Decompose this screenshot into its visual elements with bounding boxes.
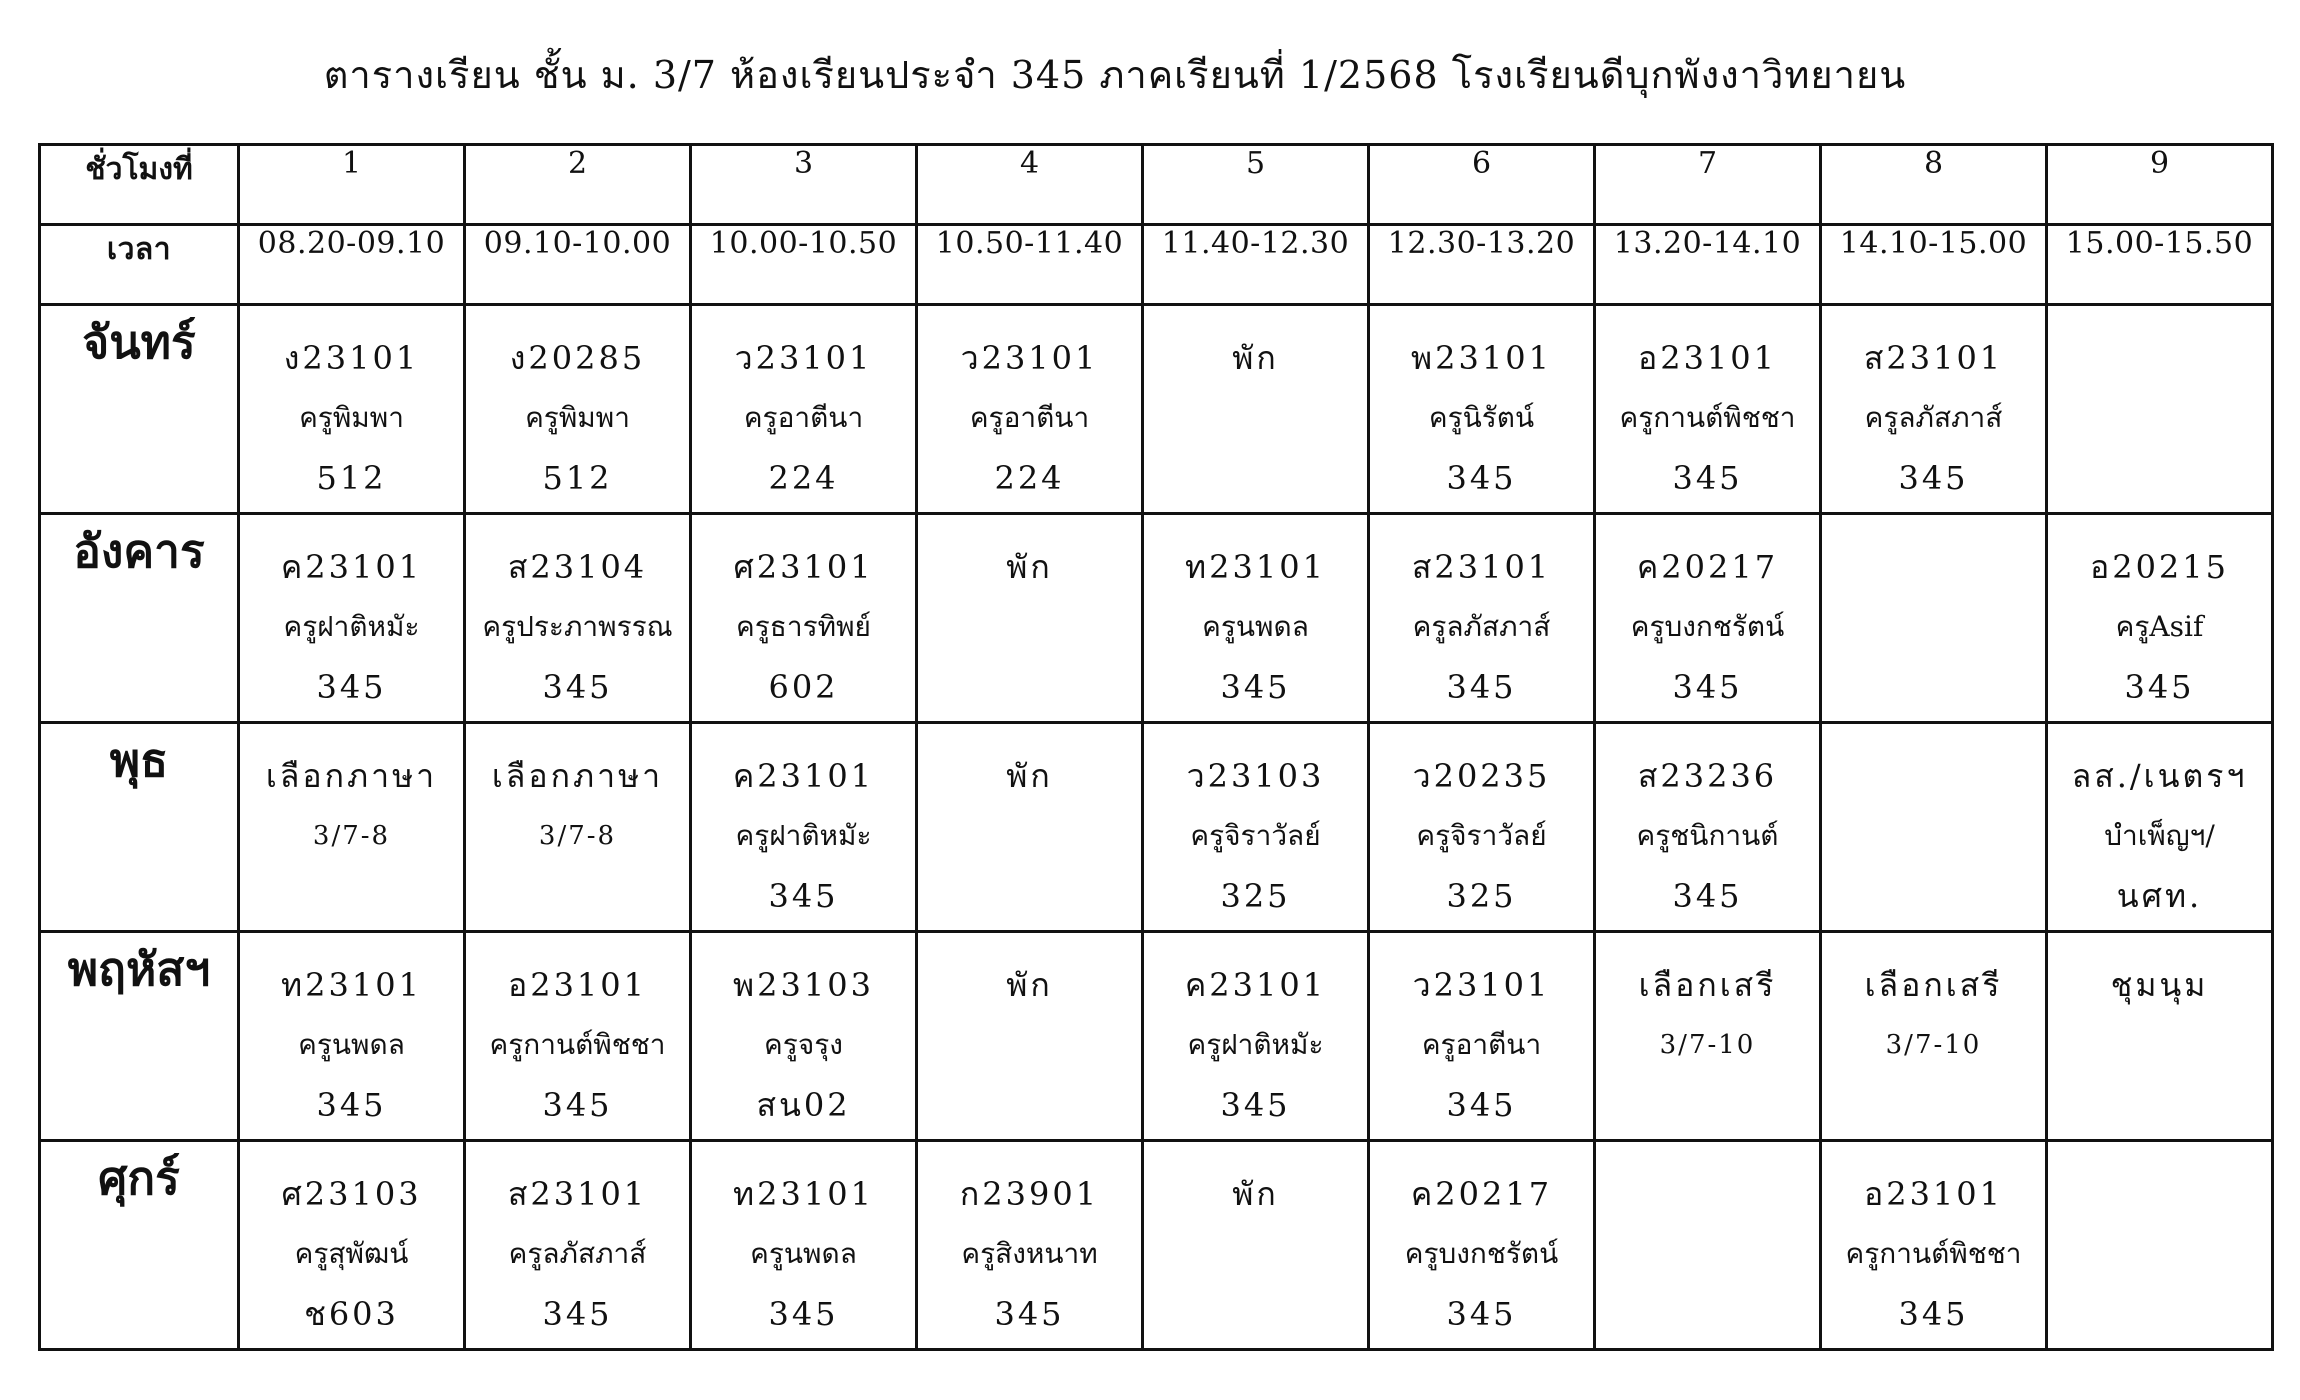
subject-code: ศ23103 [281,1175,422,1213]
room-number: 512 [316,459,387,497]
room-number: 345 [2124,668,2195,706]
class-slot [1822,724,2045,926]
subject-code: พ23103 [733,966,874,1004]
class-cell [1595,514,1821,723]
class-slot [1144,306,1367,508]
class-slot [240,933,463,1135]
class-slot [692,306,915,508]
subject-code: ท23101 [1185,548,1326,586]
class-cell [1821,932,2047,1141]
class-cell [239,514,465,723]
class-slot [1144,1142,1367,1344]
time-range: 13.20-14.10 [1595,225,1821,305]
class-cell [1821,514,2047,723]
subject-code: พัก [1006,757,1053,795]
time-range: 14.10-15.00 [1821,225,2047,305]
class-cell [1821,1141,2047,1350]
room-number: 512 [542,459,613,497]
room-number: 345 [1220,668,1291,706]
class-slot [1822,933,2045,1135]
class-slot [240,724,463,926]
subject-code: เลือกเสรี [1864,966,2003,1004]
subject-code: พ23101 [1411,339,1552,377]
class-cell [917,1141,1143,1350]
subject-code: เลือกภาษา [265,757,438,795]
teacher-name: ครูนพดล [1202,610,1309,643]
class-slot [1822,306,2045,508]
teacher-name: 3/7-10 [1885,1030,1982,1060]
time-range: 10.00-10.50 [691,225,917,305]
time-range: 10.50-11.40 [917,225,1143,305]
class-slot [240,515,463,717]
class-cell [1595,305,1821,514]
period-number: 7 [1595,145,1821,225]
class-slot [2048,515,2271,717]
day-label: พฤหัสฯ [40,932,239,1141]
room-number: 345 [994,1295,1065,1333]
class-cell [691,723,917,932]
class-cell [2047,932,2273,1141]
subject-code: พัก [1232,339,1279,377]
class-slot [692,724,915,926]
teacher-name: ครูลภัสภาส์ [1412,610,1551,643]
day-row [40,305,2273,514]
class-cell [691,305,917,514]
room-number: 345 [542,1086,613,1124]
room-number: 325 [1220,877,1291,915]
teacher-name: ครูบงกชรัตน์ [1404,1237,1559,1270]
subject-code: ชุมนุม [2110,966,2209,1004]
class-slot [918,1142,1141,1344]
class-slot [918,515,1141,717]
timetable [38,143,2274,1351]
class-slot [1596,933,1819,1135]
subject-code: ส23101 [1863,339,2004,377]
class-cell [1369,514,1595,723]
period-number: 4 [917,145,1143,225]
class-cell [917,932,1143,1141]
room-number: 224 [994,459,1065,497]
class-cell [1595,932,1821,1141]
class-slot [240,1142,463,1344]
room-number: 345 [1446,1295,1517,1333]
day-label: จันทร์ [40,305,239,514]
class-cell [465,305,691,514]
class-slot [2048,306,2271,508]
teacher-name: ครูนพดล [750,1237,857,1270]
teacher-name: ครูอาตีนา [743,401,864,434]
room-number: ช603 [304,1295,399,1333]
subject-code: ว20235 [1412,757,1551,795]
subject-code: พัก [1232,1175,1279,1213]
period-number: 9 [2047,145,2273,225]
class-slot [2048,724,2271,926]
subject-code: พัก [1006,966,1053,1004]
subject-code: ง20285 [509,339,646,377]
class-cell [2047,305,2273,514]
class-cell [465,723,691,932]
class-slot [466,724,689,926]
class-cell [1369,932,1595,1141]
room-number: 345 [1446,459,1517,497]
class-cell [1143,305,1369,514]
teacher-name: ครูฝาติหมัะ [283,610,420,643]
subject-code: ว23101 [1412,966,1551,1004]
day-row [40,1141,2273,1350]
teacher-name: 3/7-8 [312,821,391,851]
class-slot [466,933,689,1135]
period-number: 5 [1143,145,1369,225]
class-slot [466,306,689,508]
class-cell [1369,723,1595,932]
class-slot [692,1142,915,1344]
subject-code: อ20215 [2089,548,2229,586]
teacher-name: ครูอาตีนา [1421,1028,1542,1061]
period-number: 6 [1369,145,1595,225]
room-number: 224 [768,459,839,497]
teacher-name: 3/7-8 [538,821,617,851]
teacher-name: ครูนพดล [298,1028,405,1061]
teacher-name: ครูลภัสภาส์ [508,1237,647,1270]
teacher-name: ครูสิงหนาท [961,1237,1098,1270]
teacher-name: ครูฝาติหมัะ [735,819,872,852]
teacher-name: ครูชนิกานต์ [1636,819,1779,852]
room-number: 345 [1446,1086,1517,1124]
subject-code: ค23101 [732,757,875,795]
class-slot [1144,724,1367,926]
class-slot [1596,724,1819,926]
teacher-name: ครูจรุง [764,1028,843,1061]
class-slot [240,306,463,508]
teacher-name: 3/7-10 [1659,1030,1756,1060]
class-cell [917,723,1143,932]
teacher-name: ครูกานต์พิชชา [1845,1237,2022,1270]
subject-code: ลส./เนตรฯ [2071,757,2248,795]
class-slot [692,515,915,717]
class-cell [691,932,917,1141]
room-number: 345 [316,1086,387,1124]
room-number: นศท. [2116,877,2203,915]
room-number: 345 [768,877,839,915]
time-range: 08.20-09.10 [239,225,465,305]
teacher-name: ครูบงกชรัตน์ [1630,610,1785,643]
subject-code: ง23101 [283,339,420,377]
room-number: 345 [1898,459,1969,497]
time-header-label: เวลา [40,225,239,305]
subject-code: อ23101 [1863,1175,2003,1213]
teacher-name: ครูประภาพรรณ [482,610,673,643]
day-label: ศุกร์ [40,1141,239,1350]
time-range: 11.40-12.30 [1143,225,1369,305]
room-number: 325 [1446,877,1517,915]
room-number: 345 [1672,668,1743,706]
class-cell [1369,305,1595,514]
subject-code: ว23101 [734,339,873,377]
subject-code: ท23101 [281,966,422,1004]
period-number: 3 [691,145,917,225]
day-row [40,723,2273,932]
teacher-name: ครูAsif [2115,610,2204,643]
day-label: อังคาร [40,514,239,723]
class-cell [2047,723,2273,932]
room-number: 345 [1672,877,1743,915]
subject-code: ค20217 [1636,548,1779,586]
room-number: 345 [542,668,613,706]
time-range: 12.30-13.20 [1369,225,1595,305]
subject-code: ค20217 [1410,1175,1553,1213]
teacher-name: ครูพิมพา [299,401,404,434]
class-slot [1370,515,1593,717]
class-cell [239,723,465,932]
class-cell [917,305,1143,514]
class-slot [918,306,1141,508]
teacher-name: ครูสุพัฒน์ [294,1237,409,1270]
class-slot [918,933,1141,1135]
period-header-label: ชั่วโมงที่ [40,145,239,225]
class-slot [466,515,689,717]
teacher-name: ครูจิราวัลย์ [1190,819,1321,852]
class-slot [1144,933,1367,1135]
class-slot [1596,515,1819,717]
room-number: 345 [768,1295,839,1333]
subject-code: อ23101 [507,966,647,1004]
teacher-name: ครูกานต์พิชชา [489,1028,666,1061]
class-slot [2048,1142,2271,1344]
teacher-name: บำเพ็ญฯ/ [2104,819,2215,852]
day-row [40,514,2273,723]
class-cell [1369,1141,1595,1350]
class-cell [465,1141,691,1350]
subject-code: ท23101 [733,1175,874,1213]
class-slot [466,1142,689,1344]
time-range: 09.10-10.00 [465,225,691,305]
class-slot [2048,933,2271,1135]
teacher-name: ครูจิราวัลย์ [1416,819,1547,852]
subject-code: ว23101 [960,339,1099,377]
class-cell [465,932,691,1141]
room-number: 345 [1898,1295,1969,1333]
class-cell [1143,1141,1369,1350]
time-row [40,225,2273,305]
class-slot [1596,306,1819,508]
room-number: 345 [1446,668,1517,706]
class-cell [1821,305,2047,514]
class-cell [691,514,917,723]
class-slot [918,724,1141,926]
class-cell [2047,1141,2273,1350]
class-cell [239,932,465,1141]
room-number: 345 [542,1295,613,1333]
teacher-name: ครูลภัสภาส์ [1864,401,2003,434]
subject-code: ส23104 [507,548,648,586]
teacher-name: ครูอาตีนา [969,401,1090,434]
subject-code: ส23101 [1411,548,1552,586]
page-title: ตารางเรียน ชั้น ม. 3/7 ห้องเรียนประจำ 345 ภาคเรียนที่ 1/2568 โรงเรียนดีบุกพังงาวิทยายน [323,53,1907,97]
class-slot [1596,1142,1819,1344]
class-cell [1595,723,1821,932]
class-cell [691,1141,917,1350]
subject-code: อ23101 [1637,339,1777,377]
subject-code: เลือกภาษา [491,757,664,795]
class-cell [239,305,465,514]
teacher-name: ครูฝาติหมัะ [1187,1028,1324,1061]
period-header-row [40,145,2273,225]
time-range: 15.00-15.50 [2047,225,2273,305]
room-number: 345 [1220,1086,1291,1124]
day-label: พุธ [40,723,239,932]
subject-code: ส23236 [1637,757,1778,795]
subject-code: ค23101 [280,548,423,586]
class-cell [2047,514,2273,723]
period-number: 8 [1821,145,2047,225]
class-cell [1143,723,1369,932]
subject-code: ศ23101 [733,548,874,586]
subject-code: ค23101 [1184,966,1327,1004]
room-number: 602 [768,668,839,706]
class-cell [1143,514,1369,723]
class-slot [692,933,915,1135]
class-cell [917,514,1143,723]
subject-code: ก23901 [959,1175,1100,1213]
teacher-name: ครูนิรัตน์ [1428,401,1535,434]
room-number: 345 [1672,459,1743,497]
class-slot [1370,1142,1593,1344]
teacher-name: ครูพิมพา [525,401,630,434]
teacher-name: ครูกานต์พิชชา [1619,401,1796,434]
class-slot [1370,724,1593,926]
period-number: 1 [239,145,465,225]
timetable-body [40,145,2273,1350]
class-slot [1822,515,2045,717]
class-slot [1822,1142,2045,1344]
period-number: 2 [465,145,691,225]
class-slot [1370,306,1593,508]
subject-code: เลือกเสรี [1638,966,1777,1004]
class-slot [1144,515,1367,717]
class-cell [239,1141,465,1350]
class-cell [1595,1141,1821,1350]
subject-code: ส23101 [507,1175,648,1213]
subject-code: ว23103 [1186,757,1325,795]
room-number: 345 [316,668,387,706]
day-row [40,932,2273,1141]
teacher-name: ครูธารทิพย์ [736,610,871,643]
room-number: สน02 [756,1086,851,1124]
class-cell [1821,723,2047,932]
class-slot [1370,933,1593,1135]
class-cell [1143,932,1369,1141]
class-cell [465,514,691,723]
subject-code: พัก [1006,548,1053,586]
